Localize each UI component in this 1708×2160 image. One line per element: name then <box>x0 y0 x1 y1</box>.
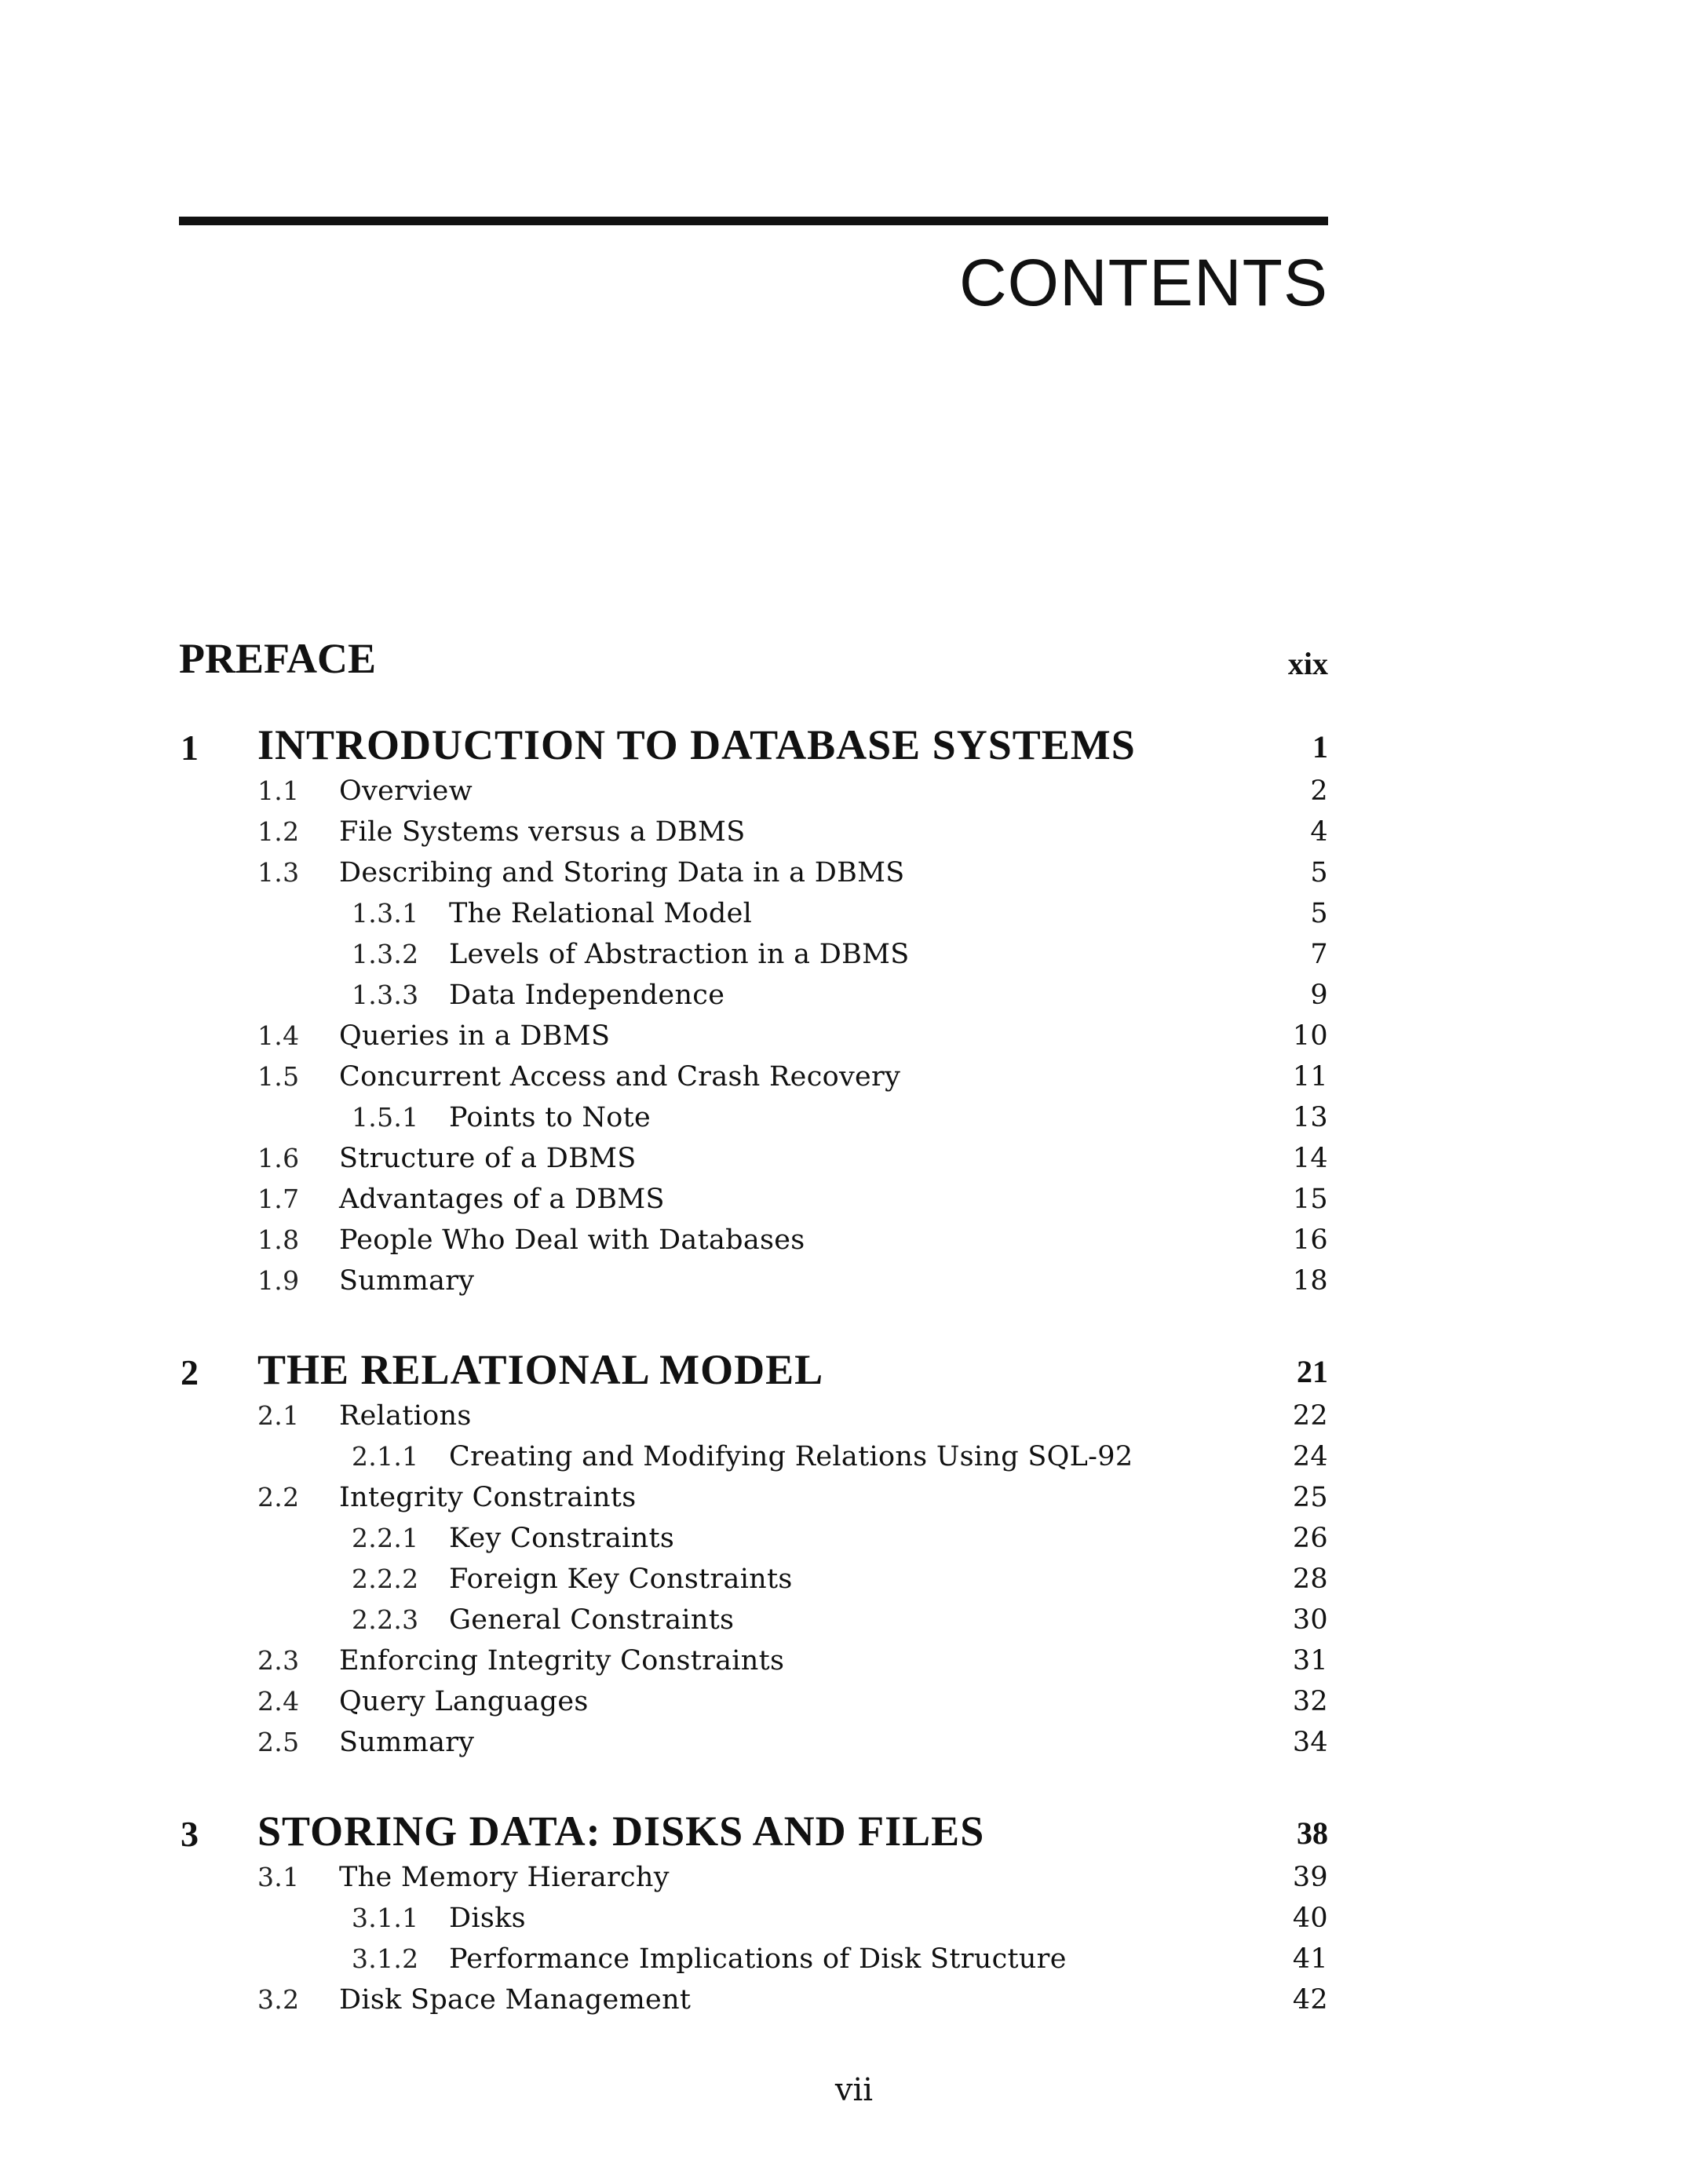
chapter-title: THE RELATIONAL MODEL <box>257 1346 824 1393</box>
section-title: Overview <box>339 775 473 807</box>
chapter-page: 38 <box>1297 1815 1328 1851</box>
toc-subsection[interactable] <box>179 1518 1328 1559</box>
chapter-number: 1 <box>181 728 199 768</box>
toc-subsection[interactable] <box>179 893 1328 934</box>
chapter-2 <box>179 1345 1328 1763</box>
toc-subsection[interactable] <box>179 1898 1328 1939</box>
section-page: 24 <box>1292 1441 1328 1472</box>
chapter-heading[interactable] <box>179 1345 1328 1396</box>
chapter-3 <box>179 1807 1328 2020</box>
section-page: 22 <box>1292 1400 1328 1432</box>
toc-section[interactable] <box>179 1857 1328 1898</box>
section-number: 1.3.1 <box>352 898 419 929</box>
chapter-heading[interactable] <box>179 1807 1328 1857</box>
toc-section[interactable] <box>179 1220 1328 1261</box>
chapter-1 <box>179 721 1328 1301</box>
section-page: 15 <box>1292 1184 1328 1215</box>
toc-section[interactable] <box>179 1640 1328 1681</box>
section-number: 2.2.2 <box>352 1563 419 1594</box>
section-title: File Systems versus a DBMS <box>339 816 746 848</box>
section-number: 1.3.3 <box>352 980 419 1010</box>
toc-subsection[interactable] <box>179 1097 1328 1138</box>
section-title: Advantages of a DBMS <box>339 1184 665 1215</box>
section-number: 2.4 <box>257 1686 300 1717</box>
section-title: Points to Note <box>449 1102 651 1133</box>
toc-section[interactable] <box>179 852 1328 893</box>
toc-subsection[interactable] <box>179 975 1328 1016</box>
section-number: 3.1.2 <box>352 1943 419 1974</box>
toc-section[interactable] <box>179 1179 1328 1220</box>
section-number: 1.3 <box>257 857 300 888</box>
chapter-title: INTRODUCTION TO DATABASE SYSTEMS <box>257 721 1136 768</box>
section-title: Relations <box>339 1400 472 1432</box>
section-number: 1.2 <box>257 816 300 847</box>
section-number: 1.7 <box>257 1184 300 1214</box>
section-page: 42 <box>1292 1984 1328 2016</box>
section-title: Performance Implications of Disk Structure <box>449 1943 1067 1975</box>
page-number: vii <box>834 2072 874 2108</box>
section-number: 2.1 <box>257 1400 300 1431</box>
section-number: 2.2.1 <box>352 1523 419 1553</box>
section-page: 40 <box>1292 1903 1328 1934</box>
section-title: Disk Space Management <box>339 1984 692 2016</box>
toc-preface[interactable] <box>179 634 1328 697</box>
section-number: 1.9 <box>257 1265 300 1296</box>
section-number: 3.1.1 <box>352 1903 419 1933</box>
page-title: CONTENTS <box>959 246 1328 319</box>
section-number: 1.5.1 <box>352 1102 419 1133</box>
section-page: 11 <box>1292 1061 1328 1093</box>
toc-section[interactable] <box>179 1979 1328 2020</box>
section-page: 32 <box>1292 1686 1328 1717</box>
chapter-list <box>179 721 1328 2020</box>
section-page: 9 <box>1310 980 1328 1011</box>
toc-section[interactable] <box>179 1138 1328 1179</box>
section-title: Levels of Abstraction in a DBMS <box>449 939 910 970</box>
section-page: 7 <box>1310 939 1328 970</box>
toc-subsection[interactable] <box>179 934 1328 975</box>
toc-subsection[interactable] <box>179 1436 1328 1477</box>
section-title: Summary <box>339 1265 475 1297</box>
section-page: 30 <box>1292 1604 1328 1636</box>
section-number: 3.1 <box>257 1862 300 1892</box>
section-page: 2 <box>1310 775 1328 807</box>
section-title: People Who Deal with Databases <box>339 1224 805 1256</box>
section-title: Queries in a DBMS <box>339 1020 611 1052</box>
section-number: 2.2 <box>257 1482 300 1512</box>
table-of-contents <box>179 634 1328 2020</box>
chapter-number: 2 <box>181 1352 199 1392</box>
chapter-page: 1 <box>1312 729 1328 764</box>
section-title: Query Languages <box>339 1686 589 1717</box>
section-title: Enforcing Integrity Constraints <box>339 1645 785 1677</box>
section-number: 1.8 <box>257 1224 300 1255</box>
section-title: Disks <box>449 1903 526 1934</box>
section-number: 2.5 <box>257 1727 300 1757</box>
section-title: Summary <box>339 1727 475 1758</box>
section-page: 16 <box>1292 1224 1328 1256</box>
section-title: Creating and Modifying Relations Using SQL-92 <box>449 1441 1133 1472</box>
section-page: 14 <box>1292 1143 1328 1174</box>
header-rule <box>179 217 1328 225</box>
section-title: The Relational Model <box>449 898 753 929</box>
section-page: 34 <box>1292 1727 1328 1758</box>
section-page: 41 <box>1292 1943 1328 1975</box>
section-page: 5 <box>1310 898 1328 929</box>
chapter-heading[interactable] <box>179 721 1328 771</box>
section-page: 5 <box>1310 857 1328 888</box>
section-number: 1.3.2 <box>352 939 419 969</box>
section-page: 31 <box>1292 1645 1328 1677</box>
section-page: 28 <box>1292 1563 1328 1595</box>
toc-subsection[interactable] <box>179 1600 1328 1640</box>
section-page: 26 <box>1292 1523 1328 1554</box>
section-number: 1.4 <box>257 1020 300 1051</box>
preface-label: PREFACE <box>179 635 376 682</box>
toc-subsection[interactable] <box>179 1559 1328 1600</box>
toc-section[interactable] <box>179 1261 1328 1301</box>
section-title: General Constraints <box>449 1604 735 1636</box>
toc-section[interactable] <box>179 1681 1328 1722</box>
section-title: Describing and Storing Data in a DBMS <box>339 857 905 888</box>
toc-section[interactable] <box>179 1396 1328 1436</box>
section-number: 1.1 <box>257 775 300 806</box>
toc-section[interactable] <box>179 771 1328 812</box>
section-page: 25 <box>1292 1482 1328 1513</box>
toc-section[interactable] <box>179 1722 1328 1763</box>
section-title: Foreign Key Constraints <box>449 1563 793 1595</box>
preface-page: xix <box>1287 646 1328 681</box>
chapter-page: 21 <box>1297 1354 1328 1389</box>
toc-subsection[interactable] <box>179 1939 1328 1979</box>
section-page: 4 <box>1310 816 1328 848</box>
section-page: 10 <box>1292 1020 1328 1052</box>
section-page: 13 <box>1292 1102 1328 1133</box>
section-number: 1.6 <box>257 1143 300 1173</box>
chapter-number: 3 <box>181 1814 199 1854</box>
section-page: 39 <box>1292 1862 1328 1893</box>
section-number: 2.2.3 <box>352 1604 419 1635</box>
section-number: 2.1.1 <box>352 1441 419 1472</box>
toc-section[interactable] <box>179 1477 1328 1518</box>
section-title: Structure of a DBMS <box>339 1143 637 1174</box>
section-page: 18 <box>1292 1265 1328 1297</box>
section-number: 2.3 <box>257 1645 300 1676</box>
section-number: 3.2 <box>257 1984 300 2015</box>
section-title: Concurrent Access and Crash Recovery <box>339 1061 901 1093</box>
toc-section[interactable] <box>179 1016 1328 1056</box>
section-number: 1.5 <box>257 1061 300 1092</box>
section-title: Data Independence <box>449 980 725 1011</box>
section-title: The Memory Hierarchy <box>339 1862 670 1893</box>
toc-section[interactable] <box>179 1056 1328 1097</box>
section-title: Integrity Constraints <box>339 1482 637 1513</box>
toc-section[interactable] <box>179 812 1328 852</box>
chapter-title: STORING DATA: DISKS AND FILES <box>257 1808 985 1855</box>
section-title: Key Constraints <box>449 1523 675 1554</box>
